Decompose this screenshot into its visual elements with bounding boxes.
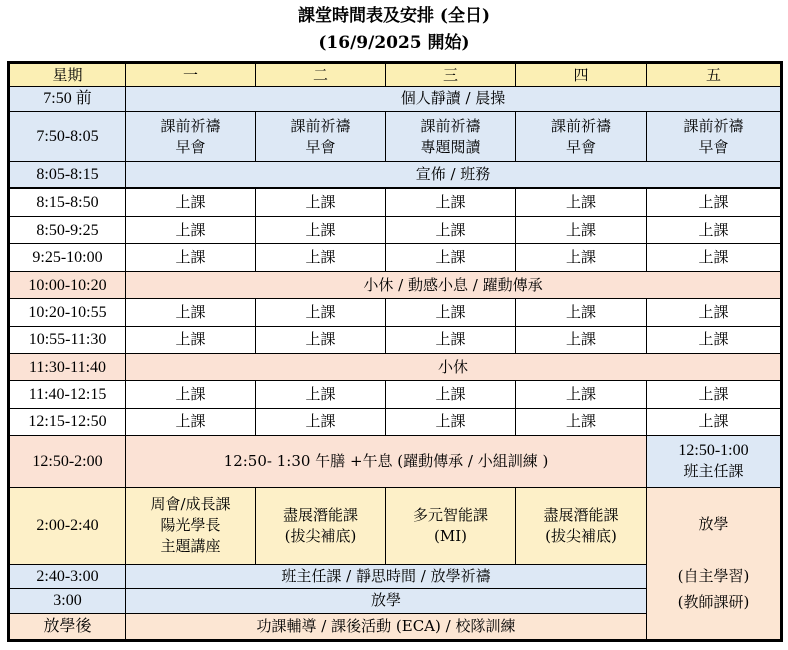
cell-line: 早會 bbox=[305, 137, 336, 156]
lesson-cell: 上課 bbox=[516, 188, 647, 216]
cell-line: (拔尖補底) bbox=[284, 526, 357, 545]
merged-cell: 小休 / 動感小息 / 躍動傳承 bbox=[126, 271, 782, 298]
cell-line: 專題閱讀 bbox=[420, 137, 481, 156]
cell-line: 課前祈禱 bbox=[160, 116, 221, 135]
lesson-cell: 上課 bbox=[516, 217, 647, 244]
cell-line: 班主任課 bbox=[683, 462, 744, 481]
merged-cell: 12:50- 1:30 午膳 +午息 (躍動傳承 / 小組訓練 ) bbox=[126, 436, 647, 488]
schedule-cell bbox=[647, 111, 782, 162]
cell-line: 盡展潛能課 bbox=[543, 505, 619, 524]
lesson-cell: 上課 bbox=[516, 244, 647, 271]
lesson-cell: 上課 bbox=[386, 188, 516, 216]
time-cell: 2:00-2:40 bbox=[9, 487, 126, 564]
header-fri: 五 bbox=[647, 63, 782, 87]
activity-cell bbox=[516, 487, 647, 564]
merged-cell: 小休 bbox=[126, 353, 782, 380]
cell-line: 早會 bbox=[175, 137, 206, 156]
lesson-cell: 上課 bbox=[256, 408, 386, 435]
lesson-cell: 上課 bbox=[126, 299, 256, 326]
cell-line: 放學 bbox=[698, 515, 729, 534]
lesson-cell: 上課 bbox=[126, 326, 256, 353]
friday-afternoon-cell bbox=[647, 487, 782, 640]
lesson-cell: 上課 bbox=[256, 244, 386, 271]
table-row bbox=[9, 87, 782, 111]
lesson-cell: 上課 bbox=[256, 217, 386, 244]
schedule-cell bbox=[386, 111, 516, 162]
time-cell: 12:50-2:00 bbox=[9, 436, 126, 488]
cell-line: (教師課研) bbox=[677, 593, 750, 612]
schedule-cell bbox=[126, 111, 256, 162]
lesson-cell: 上課 bbox=[647, 217, 782, 244]
merged-cell: 個人靜讀 / 晨操 bbox=[126, 87, 782, 111]
cell-line: (MI) bbox=[434, 526, 467, 545]
time-cell: 11:40-12:15 bbox=[9, 381, 126, 408]
lesson-cell: 上課 bbox=[386, 381, 516, 408]
lesson-cell: 上課 bbox=[647, 188, 782, 216]
page-subtitle: (16/9/2025 開始) bbox=[318, 33, 470, 53]
header-thu: 四 bbox=[516, 63, 647, 87]
table-row bbox=[9, 111, 782, 162]
time-cell: 8:05-8:15 bbox=[9, 162, 126, 188]
table-row bbox=[9, 353, 782, 380]
time-cell: 8:50-9:25 bbox=[9, 217, 126, 244]
lesson-cell: 上課 bbox=[647, 381, 782, 408]
time-cell: 2:40-3:00 bbox=[9, 564, 126, 588]
lesson-cell: 上課 bbox=[386, 326, 516, 353]
cell-line bbox=[647, 537, 780, 563]
cell-line: 早會 bbox=[698, 137, 729, 156]
lesson-cell: 上課 bbox=[256, 381, 386, 408]
table-row bbox=[9, 326, 782, 353]
friday-cell bbox=[647, 436, 782, 488]
page-title: 課堂時間表及安排 (全日) bbox=[297, 6, 490, 26]
table-row bbox=[9, 436, 782, 488]
cell-line: 課前祈禱 bbox=[550, 116, 611, 135]
activity-cell bbox=[256, 487, 386, 564]
lesson-cell: 上課 bbox=[647, 299, 782, 326]
header-row bbox=[9, 63, 782, 87]
table-row bbox=[9, 217, 782, 244]
time-cell: 7:50-8:05 bbox=[9, 111, 126, 162]
lesson-cell: 上課 bbox=[516, 326, 647, 353]
cell-line: 課前祈禱 bbox=[290, 116, 351, 135]
header-weekday: 星期 bbox=[9, 63, 126, 87]
table-row bbox=[9, 408, 782, 435]
header-mon: 一 bbox=[126, 63, 256, 87]
schedule-cell bbox=[256, 111, 386, 162]
time-cell: 3:00 bbox=[9, 589, 126, 613]
lesson-cell: 上課 bbox=[516, 381, 647, 408]
lesson-cell: 上課 bbox=[126, 188, 256, 216]
table-row bbox=[9, 381, 782, 408]
lesson-cell: 上課 bbox=[516, 408, 647, 435]
lesson-cell: 上課 bbox=[516, 299, 647, 326]
lesson-cell: 上課 bbox=[126, 408, 256, 435]
lesson-cell: 上課 bbox=[126, 217, 256, 244]
lesson-cell: 上課 bbox=[647, 408, 782, 435]
schedule-cell bbox=[516, 111, 647, 162]
merged-cell: 宣佈 / 班務 bbox=[126, 162, 782, 188]
lesson-cell: 上課 bbox=[647, 326, 782, 353]
lesson-cell: 上課 bbox=[256, 326, 386, 353]
cell-line: 早會 bbox=[565, 137, 596, 156]
merged-cell: 功課輔導 / 課後活動 (ECA) / 校隊訓練 bbox=[126, 613, 647, 640]
lesson-cell: 上課 bbox=[256, 188, 386, 216]
table-row bbox=[9, 487, 782, 564]
lesson-cell: 上課 bbox=[386, 217, 516, 244]
table-row bbox=[9, 188, 782, 216]
cell-line: 周會/成長課 bbox=[150, 495, 231, 514]
time-cell: 7:50 前 bbox=[9, 87, 126, 111]
lesson-cell: 上課 bbox=[256, 299, 386, 326]
activity-cell bbox=[126, 487, 256, 564]
cell-line: 主題講座 bbox=[160, 537, 221, 556]
time-cell: 11:30-11:40 bbox=[9, 353, 126, 380]
activity-cell bbox=[386, 487, 516, 564]
lesson-cell: 上課 bbox=[386, 244, 516, 271]
time-cell: 12:15-12:50 bbox=[9, 408, 126, 435]
lesson-cell: 上課 bbox=[647, 244, 782, 271]
merged-cell: 班主任課 / 靜思時間 / 放學祈禱 bbox=[126, 564, 647, 588]
time-cell: 放學後 bbox=[9, 613, 126, 640]
cell-line: 課前祈禱 bbox=[420, 116, 481, 135]
timetable bbox=[7, 61, 783, 642]
header-wed: 三 bbox=[386, 63, 516, 87]
time-cell: 8:15-8:50 bbox=[9, 188, 126, 216]
table-row bbox=[9, 162, 782, 188]
lesson-cell: 上課 bbox=[126, 244, 256, 271]
cell-line: 盡展潛能課 bbox=[282, 505, 358, 524]
header-tue: 二 bbox=[256, 63, 386, 87]
cell-line: 多元智能課 bbox=[412, 505, 488, 524]
lesson-cell: 上課 bbox=[386, 408, 516, 435]
time-cell: 10:20-10:55 bbox=[9, 299, 126, 326]
cell-line: 課前祈禱 bbox=[683, 116, 744, 135]
time-cell: 9:25-10:00 bbox=[9, 244, 126, 271]
cell-line: (自主學習) bbox=[677, 567, 750, 586]
cell-line: 陽光學長 bbox=[160, 516, 221, 535]
table-row bbox=[9, 271, 782, 298]
merged-cell: 放學 bbox=[126, 589, 647, 613]
table-row bbox=[9, 244, 782, 271]
time-cell: 10:55-11:30 bbox=[9, 326, 126, 353]
cell-line: 12:50-1:00 bbox=[678, 442, 749, 460]
cell-line: (拔尖補底) bbox=[545, 526, 617, 545]
time-cell: 10:00-10:20 bbox=[9, 271, 126, 298]
lesson-cell: 上課 bbox=[126, 381, 256, 408]
table-row bbox=[9, 299, 782, 326]
lesson-cell: 上課 bbox=[386, 299, 516, 326]
